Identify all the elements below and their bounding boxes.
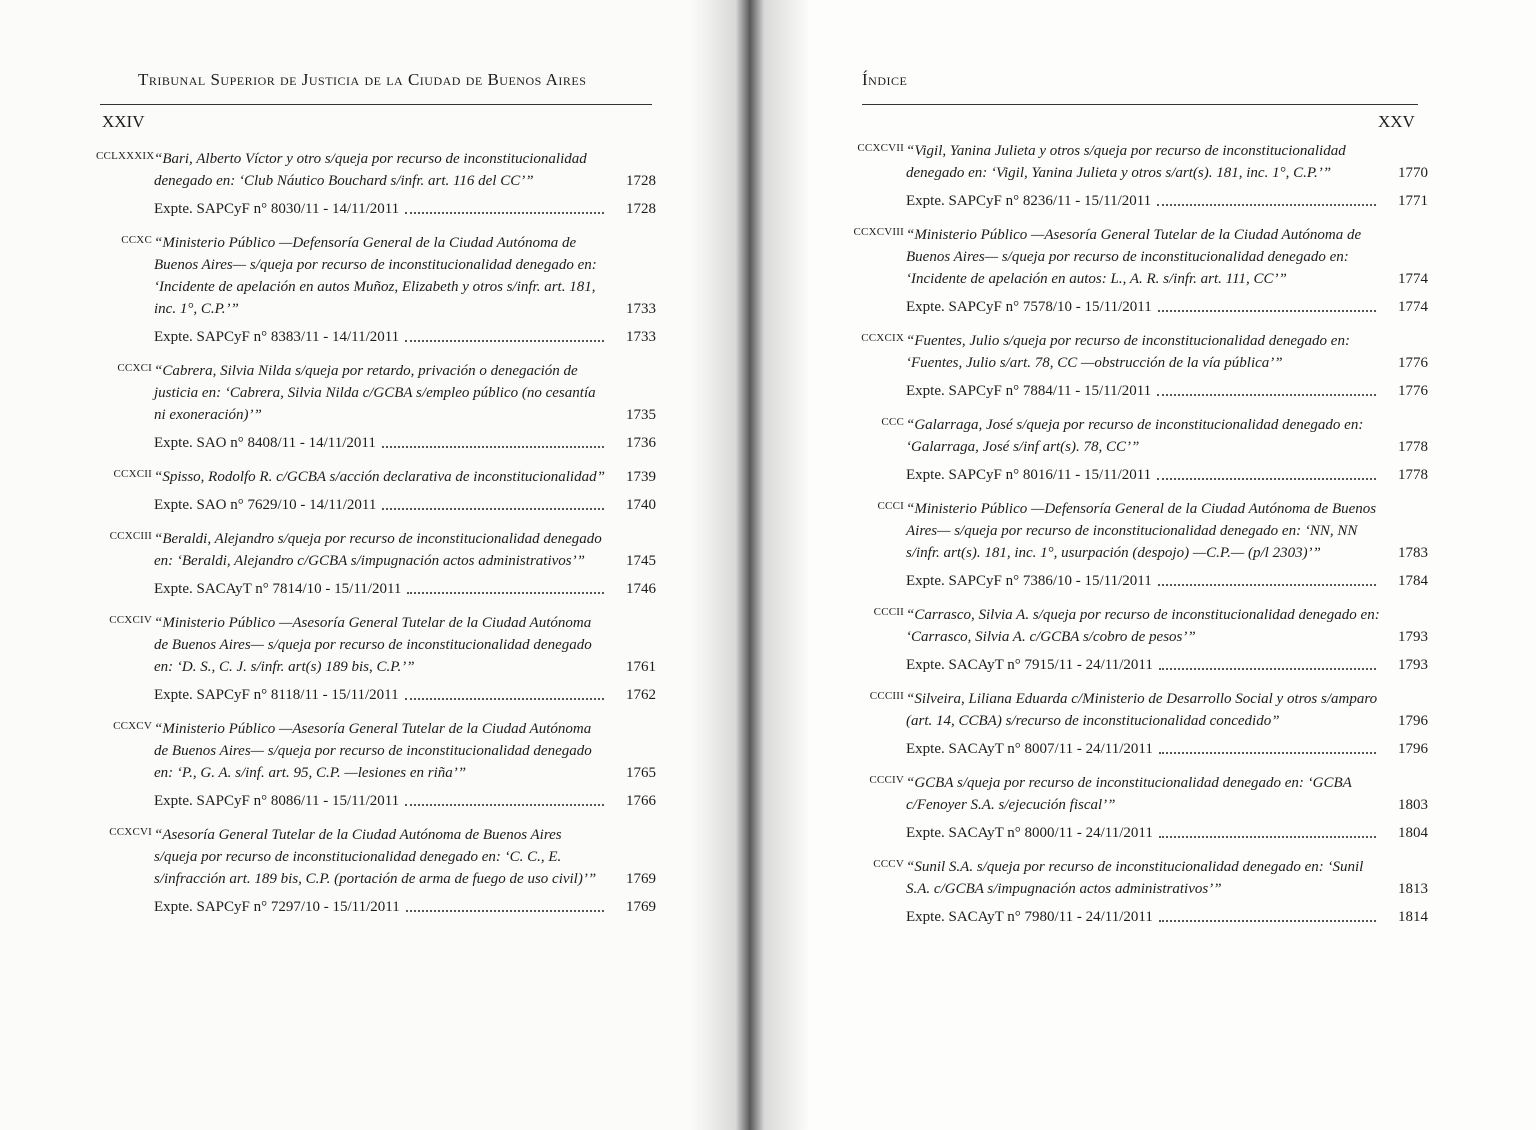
entry-expte-row bbox=[154, 326, 656, 348]
dot-leader bbox=[1159, 752, 1376, 754]
index-entry bbox=[848, 414, 1428, 486]
entry-title: “Cabrera, Silvia Nilda s/queja por retardo, privación o denegación de justicia en: ‘Cabrera, Silvia Nilda c/GCBA s/empleo público (no cesantía ni exoneración)’” bbox=[154, 363, 596, 423]
entry-expte: Expte. SACAyT n° 7980/11 - 24/11/2011 bbox=[906, 909, 1153, 925]
entry-expte-row bbox=[906, 738, 1428, 760]
entry-numeral: CCC bbox=[881, 416, 904, 428]
entry-expte-row bbox=[906, 906, 1428, 928]
index-entry bbox=[848, 772, 1428, 844]
entry-title-row bbox=[154, 528, 656, 572]
entry-expte-row bbox=[906, 296, 1428, 318]
entry-numeral: CCXC bbox=[121, 234, 152, 246]
dot-leader bbox=[1159, 920, 1376, 922]
entry-title-row bbox=[154, 360, 656, 426]
entry-numeral: CCXCVI bbox=[109, 826, 152, 838]
dot-leader bbox=[405, 340, 604, 342]
entry-title-row bbox=[906, 224, 1428, 290]
index-entry bbox=[96, 612, 656, 706]
entry-numeral: CCXCIV bbox=[109, 614, 152, 626]
index-entry bbox=[848, 604, 1428, 676]
entry-page-number: 1765 bbox=[626, 765, 656, 781]
dot-leader bbox=[1159, 668, 1376, 670]
entry-expte: Expte. SAPCyF n° 8236/11 - 15/11/2011 bbox=[906, 193, 1152, 209]
entry-page-number: 1774 bbox=[1398, 271, 1428, 287]
index-entry bbox=[848, 330, 1428, 402]
entry-expte-page: 1746 bbox=[626, 581, 656, 597]
dot-leader bbox=[1158, 584, 1376, 586]
left-page bbox=[0, 0, 700, 1130]
entry-title-row bbox=[154, 232, 656, 320]
entry-expte-row bbox=[154, 494, 656, 516]
index-entry bbox=[96, 232, 656, 348]
entry-expte: Expte. SAPCyF n° 8383/11 - 14/11/2011 bbox=[154, 329, 400, 345]
entry-expte-row bbox=[906, 654, 1428, 676]
right-page bbox=[700, 0, 1536, 1130]
entry-title: “Ministerio Público —Defensoría General de la Ciudad Autónoma de Buenos Aires— s/queja por recurso de inconstitucionalidad denegado en: ‘Incidente de apelación en autos Muñoz, Elizabeth y otros s/infr. art. 181, inc. 1°, C.P.’” bbox=[154, 235, 597, 317]
entry-page-number: 1770 bbox=[1398, 165, 1428, 181]
dot-leader bbox=[405, 698, 604, 700]
entry-numeral: CCXCVII bbox=[857, 142, 904, 154]
entry-title: “Ministerio Público —Asesoría General Tutelar de la Ciudad Autónoma de Buenos Aires— s/queja por recurso de inconstitucionalidad denegado en: ‘P., G. A. s/inf. art. 95, C.P. —lesiones en riña’” bbox=[154, 721, 592, 781]
page-folio: XXIV bbox=[102, 112, 145, 131]
entry-title: “Bari, Alberto Víctor y otro s/queja por recurso de inconstitucionalidad denegado en: ‘Club Náutico Bouchard s/infr. art. 116 del CC’” bbox=[154, 151, 587, 189]
index-entry bbox=[848, 688, 1428, 760]
entry-expte-page: 1733 bbox=[626, 329, 656, 345]
entry-expte-page: 1814 bbox=[1398, 909, 1428, 925]
entry-expte-page: 1762 bbox=[626, 687, 656, 703]
running-head: Índice bbox=[862, 70, 908, 89]
entry-expte: Expte. SAPCyF n° 8016/11 - 15/11/2011 bbox=[906, 467, 1152, 483]
entry-title: “Silveira, Liliana Eduarda c/Ministerio de Desarrollo Social y otros s/amparo (art. 14, CCBA) s/recurso de inconstitucionalidad concedido” bbox=[906, 691, 1378, 729]
entry-numeral: CCXCI bbox=[117, 362, 152, 374]
entry-numeral: CCXCVIII bbox=[853, 226, 904, 238]
entry-expte-page: 1736 bbox=[626, 435, 656, 451]
entry-page-number: 1776 bbox=[1398, 355, 1428, 371]
entry-expte-row bbox=[154, 578, 656, 600]
index-entry bbox=[96, 148, 656, 220]
entry-numeral: CCXCII bbox=[113, 468, 152, 480]
entry-title-row bbox=[906, 140, 1428, 184]
dot-leader bbox=[1157, 204, 1376, 206]
entry-page-number: 1769 bbox=[626, 871, 656, 887]
header-rule bbox=[100, 104, 652, 105]
entry-expte: Expte. SAPCyF n° 8118/11 - 15/11/2011 bbox=[154, 687, 399, 703]
entry-title: “Sunil S.A. s/queja por recurso de inconstitucionalidad denegado en: ‘Sunil S.A. c/GCBA s/impugnación actos administrativos’” bbox=[906, 859, 1364, 897]
entry-title: “Spisso, Rodolfo R. c/GCBA s/acción declarativa de inconstitucionalidad” bbox=[154, 469, 605, 485]
entry-expte-page: 1740 bbox=[626, 497, 656, 513]
entry-expte-row bbox=[154, 790, 656, 812]
index-entry bbox=[848, 224, 1428, 318]
entry-title-row bbox=[154, 824, 656, 890]
entry-expte-row bbox=[154, 432, 656, 454]
entry-title-row bbox=[906, 772, 1428, 816]
dot-leader bbox=[1157, 394, 1376, 396]
entry-title-row bbox=[906, 688, 1428, 732]
dot-leader bbox=[406, 910, 604, 912]
page-folio: XXV bbox=[1378, 112, 1415, 131]
entry-expte: Expte. SAO n° 8408/11 - 14/11/2011 bbox=[154, 435, 376, 451]
index-entry bbox=[96, 718, 656, 812]
entry-numeral: CCXCV bbox=[113, 720, 152, 732]
entry-expte-page: 1796 bbox=[1398, 741, 1428, 757]
dot-leader bbox=[1158, 310, 1376, 312]
dot-leader bbox=[405, 212, 604, 214]
entry-page-number: 1803 bbox=[1398, 797, 1428, 813]
entry-title: “Ministerio Público —Defensoría General de la Ciudad Autónoma de Buenos Aires— s/queja por recurso de inconstitucionalidad denegado en: ‘NN, NN s/infr. art(s). 181, inc. 1°, usurpación (despojo) —C.P.— (p/l 2303)’” bbox=[906, 501, 1377, 561]
entry-title-row bbox=[154, 148, 656, 192]
entry-page-number: 1793 bbox=[1398, 629, 1428, 645]
entry-numeral: CCCV bbox=[873, 858, 904, 870]
entry-page-number: 1739 bbox=[626, 469, 656, 485]
entry-expte: Expte. SAPCyF n° 7297/10 - 15/11/2011 bbox=[154, 899, 400, 915]
dot-leader bbox=[1157, 478, 1376, 480]
entry-title-row bbox=[906, 856, 1428, 900]
entry-title: “Fuentes, Julio s/queja por recurso de inconstitucionalidad denegado en: ‘Fuentes, Julio s/art. 78, CC —obstrucción de la vía pública’” bbox=[906, 333, 1350, 371]
header-rule bbox=[862, 104, 1418, 105]
entry-title-row bbox=[154, 466, 656, 488]
entry-title: “Ministerio Público —Asesoría General Tutelar de la Ciudad Autónoma de Buenos Aires— s/queja por recurso de inconstitucionalidad denegado en: ‘D. S., C. J. s/infr. art(s) 189 bis, C.P.’” bbox=[154, 615, 592, 675]
entry-page-number: 1813 bbox=[1398, 881, 1428, 897]
entry-title: “Vigil, Yanina Julieta y otros s/queja por recurso de inconstitucionalidad denegado en: ‘Vigil, Yanina Julieta y otros s/art(s). 181, inc. 1°, C.P.’” bbox=[906, 143, 1346, 181]
entry-expte-page: 1776 bbox=[1398, 383, 1428, 399]
entry-numeral: CCXCIX bbox=[861, 332, 904, 344]
entry-numeral: CCCIII bbox=[869, 690, 904, 702]
entry-page-number: 1761 bbox=[626, 659, 656, 675]
entry-numeral: CCLXXXIX bbox=[96, 150, 155, 162]
entry-numeral: CCXCIII bbox=[109, 530, 152, 542]
entry-page-number: 1778 bbox=[1398, 439, 1428, 455]
entry-title: “Galarraga, José s/queja por recurso de inconstitucionalidad denegado en: ‘Galarraga, José s/inf art(s). 78, CC’” bbox=[906, 417, 1364, 455]
entry-page-number: 1728 bbox=[626, 173, 656, 189]
entry-expte: Expte. SAPCyF n° 8086/11 - 15/11/2011 bbox=[154, 793, 400, 809]
book-gutter-shadow bbox=[690, 0, 810, 1130]
entry-expte-row bbox=[154, 198, 656, 220]
entry-expte-page: 1778 bbox=[1398, 467, 1428, 483]
entry-numeral: CCCII bbox=[873, 606, 904, 618]
entry-expte-page: 1804 bbox=[1398, 825, 1428, 841]
entry-title-row bbox=[906, 498, 1428, 564]
entry-expte-page: 1784 bbox=[1398, 573, 1428, 589]
dot-leader bbox=[407, 592, 604, 594]
dot-leader bbox=[1159, 836, 1376, 838]
entry-expte-row bbox=[906, 822, 1428, 844]
entry-expte-row bbox=[906, 464, 1428, 486]
entry-expte-row bbox=[154, 684, 656, 706]
index-entries bbox=[96, 148, 656, 930]
entry-expte: Expte. SACAyT n° 8007/11 - 24/11/2011 bbox=[906, 741, 1153, 757]
entry-title-row bbox=[906, 604, 1428, 648]
entry-numeral: CCCI bbox=[877, 500, 904, 512]
entry-expte: Expte. SAPCyF n° 7884/11 - 15/11/2011 bbox=[906, 383, 1152, 399]
entry-numeral: CCCIV bbox=[869, 774, 904, 786]
index-entry bbox=[96, 466, 656, 516]
entry-page-number: 1735 bbox=[626, 407, 656, 423]
entry-expte-page: 1766 bbox=[626, 793, 656, 809]
index-entry bbox=[96, 824, 656, 918]
entry-title-row bbox=[154, 612, 656, 678]
dot-leader bbox=[382, 446, 604, 448]
entry-expte-page: 1769 bbox=[626, 899, 656, 915]
entry-expte-row bbox=[906, 190, 1428, 212]
index-entries bbox=[848, 140, 1428, 940]
entry-expte: Expte. SACAyT n° 8000/11 - 24/11/2011 bbox=[906, 825, 1153, 841]
running-head: Tribunal Superior de Justicia de la Ciudad de Buenos Aires bbox=[138, 70, 587, 89]
entry-title-row bbox=[906, 414, 1428, 458]
entry-expte: Expte. SACAyT n° 7814/10 - 15/11/2011 bbox=[154, 581, 402, 597]
entry-page-number: 1783 bbox=[1398, 545, 1428, 561]
entry-expte: Expte. SAO n° 7629/10 - 14/11/2011 bbox=[154, 497, 377, 513]
dot-leader bbox=[382, 508, 604, 510]
entry-page-number: 1796 bbox=[1398, 713, 1428, 729]
index-entry bbox=[96, 528, 656, 600]
entry-expte-row bbox=[154, 896, 656, 918]
entry-expte-row bbox=[906, 380, 1428, 402]
entry-title: “Carrasco, Silvia A. s/queja por recurso de inconstitucionalidad denegado en: ‘Carrasco, Silvia A. c/GCBA s/cobro de pesos’” bbox=[906, 607, 1380, 645]
entry-page-number: 1733 bbox=[626, 301, 656, 317]
index-entry bbox=[96, 360, 656, 454]
entry-expte: Expte. SAPCyF n° 7386/10 - 15/11/2011 bbox=[906, 573, 1152, 589]
entry-title: “Asesoría General Tutelar de la Ciudad Autónoma de Buenos Aires s/queja por recurso de inconstitucionalidad denegado en: ‘C. C., E. s/infracción art. 189 bis, C.P. (portación de arma de fuego de uso civil)’” bbox=[154, 827, 597, 887]
entry-title-row bbox=[906, 330, 1428, 374]
entry-expte-page: 1793 bbox=[1398, 657, 1428, 673]
index-entry bbox=[848, 498, 1428, 592]
index-entry bbox=[848, 856, 1428, 928]
entry-expte-page: 1771 bbox=[1398, 193, 1428, 209]
entry-expte: Expte. SAPCyF n° 7578/10 - 15/11/2011 bbox=[906, 299, 1152, 315]
entry-expte-page: 1728 bbox=[626, 201, 656, 217]
entry-expte: Expte. SAPCyF n° 8030/11 - 14/11/2011 bbox=[154, 201, 400, 217]
dot-leader bbox=[405, 804, 604, 806]
entry-expte-page: 1774 bbox=[1398, 299, 1428, 315]
entry-expte-row bbox=[906, 570, 1428, 592]
entry-page-number: 1745 bbox=[626, 553, 656, 569]
entry-title-row bbox=[154, 718, 656, 784]
entry-title: “Ministerio Público —Asesoría General Tutelar de la Ciudad Autónoma de Buenos Aires— s/queja por recurso de inconstitucionalidad denegado en: ‘Incidente de apelación en autos: L., A. R. s/infr. art. 111, CC’” bbox=[906, 227, 1362, 287]
entry-expte: Expte. SACAyT n° 7915/11 - 24/11/2011 bbox=[906, 657, 1153, 673]
entry-title: “Beraldi, Alejandro s/queja por recurso de inconstitucionalidad denegado en: ‘Beraldi, Alejandro c/GCBA s/impugnación actos administrativos’” bbox=[154, 531, 602, 569]
entry-title: “GCBA s/queja por recurso de inconstitucionalidad denegado en: ‘GCBA c/Fenoyer S.A. s/ejecución fiscal’” bbox=[906, 775, 1352, 813]
index-entry bbox=[848, 140, 1428, 212]
